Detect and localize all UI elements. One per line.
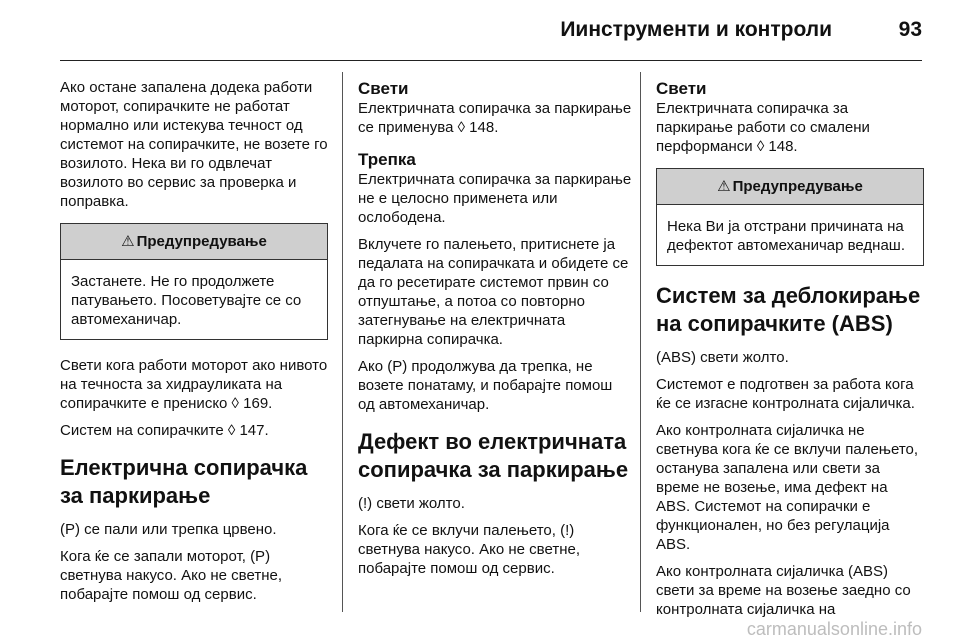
paragraph: Електричната сопирачка за паркирање се применува ◊ 148. — [358, 100, 632, 136]
warning-header — [657, 169, 923, 205]
paragraph: Свети кога работи моторот ако нивото на течноста за хидрауликата на сопирачките е прениско ◊ 169. — [60, 357, 328, 412]
warning-header — [61, 224, 327, 260]
warning-body: Нека Ви ја отстрани причината на дефектот автомеханичар веднаш. — [667, 218, 906, 254]
paragraph: (!) свети жолто. — [358, 495, 465, 512]
watermark: carmanualsonline.info — [746, 619, 922, 639]
subheading: Свети — [358, 79, 409, 98]
paragraph: Ако контролната сијаличка не светнува кога ќе се вклучи палењето, останува запалена или свети за време не возење, има дефект на ABS. Системот на сопирачки е функционален, но без регулација ABS. — [656, 422, 919, 553]
warning-triangle-icon: ⚠ — [717, 178, 731, 195]
warning-title: Предупредување — [136, 233, 267, 250]
subheading: Трепка — [358, 150, 416, 169]
paragraph: Ако (P) продолжува да трепка, не возете понатаму, и побарајте помош од автомеханичар. — [358, 358, 613, 413]
warning-title: Предупредување — [732, 178, 863, 195]
paragraph: Вклучете го палењето, притиснете ја педалата на сопирачката и обидете се да го ресетирате системот првин со отпуштање, а потоа со повторно затегнување на електричната паркирна сопирачка. — [358, 236, 629, 348]
warning-box — [60, 223, 328, 340]
column-2 — [358, 78, 632, 586]
page-number: 93 — [898, 18, 922, 41]
paragraph: Електричната сопирачка за паркирање работи со смалени перформанси ◊ 148. — [656, 100, 870, 155]
section-heading: Електрична сопирачка за паркирање — [60, 455, 308, 508]
warning-triangle-icon: ⚠ — [121, 233, 135, 250]
paragraph: Кога ќе се вклучи палењето, (!) светнува накусо. Ако не светне, побарајте помош од сервис. — [358, 522, 580, 577]
paragraph: (ABS) свети жолто. — [656, 349, 789, 366]
warning-body: Застанете. Не го продолжете патувањето. Посоветувајте се со автомеханичар. — [71, 273, 302, 328]
page-header — [0, 0, 960, 60]
column-3 — [656, 78, 924, 627]
column-divider — [640, 72, 641, 612]
paragraph: Ако остане запалена додека работи моторот, сопирачките не работат нормално или истекува течност од системот на сопирачките, не возете го возилото. Нека ви го одвлечат возилото во сервис за проверка и поправка. — [60, 79, 328, 210]
paragraph: (P) се пали или трепка црвено. — [60, 521, 277, 538]
header-title: Иинструменти и контроли — [560, 18, 832, 41]
section-heading: Дефект во електричната сопирачка за паркирање — [358, 429, 629, 482]
column-1 — [60, 78, 328, 612]
subheading: Свети — [656, 79, 707, 98]
paragraph: Системот е подготвен за работа кога ќе се изгасне контролната сијаличка. — [656, 376, 915, 412]
column-divider — [342, 72, 343, 612]
paragraph: Систем на сопирачките ◊ 147. — [60, 422, 269, 439]
paragraph: Кога ќе се запали моторот, (P) светнува накусо. Ако не светне, побарајте помош од сервис. — [60, 548, 282, 603]
warning-box — [656, 168, 924, 266]
header-divider — [60, 60, 922, 61]
paragraph: Електричната сопирачка за паркирање не е целосно применета или ослободена. — [358, 171, 632, 226]
section-heading: Систем за деблокирање на сопирачките (ABS) — [656, 283, 921, 336]
paragraph: Ако контролната сијаличка (ABS) свети за време на возење заедно со контролната сијаличка на — [656, 563, 911, 618]
